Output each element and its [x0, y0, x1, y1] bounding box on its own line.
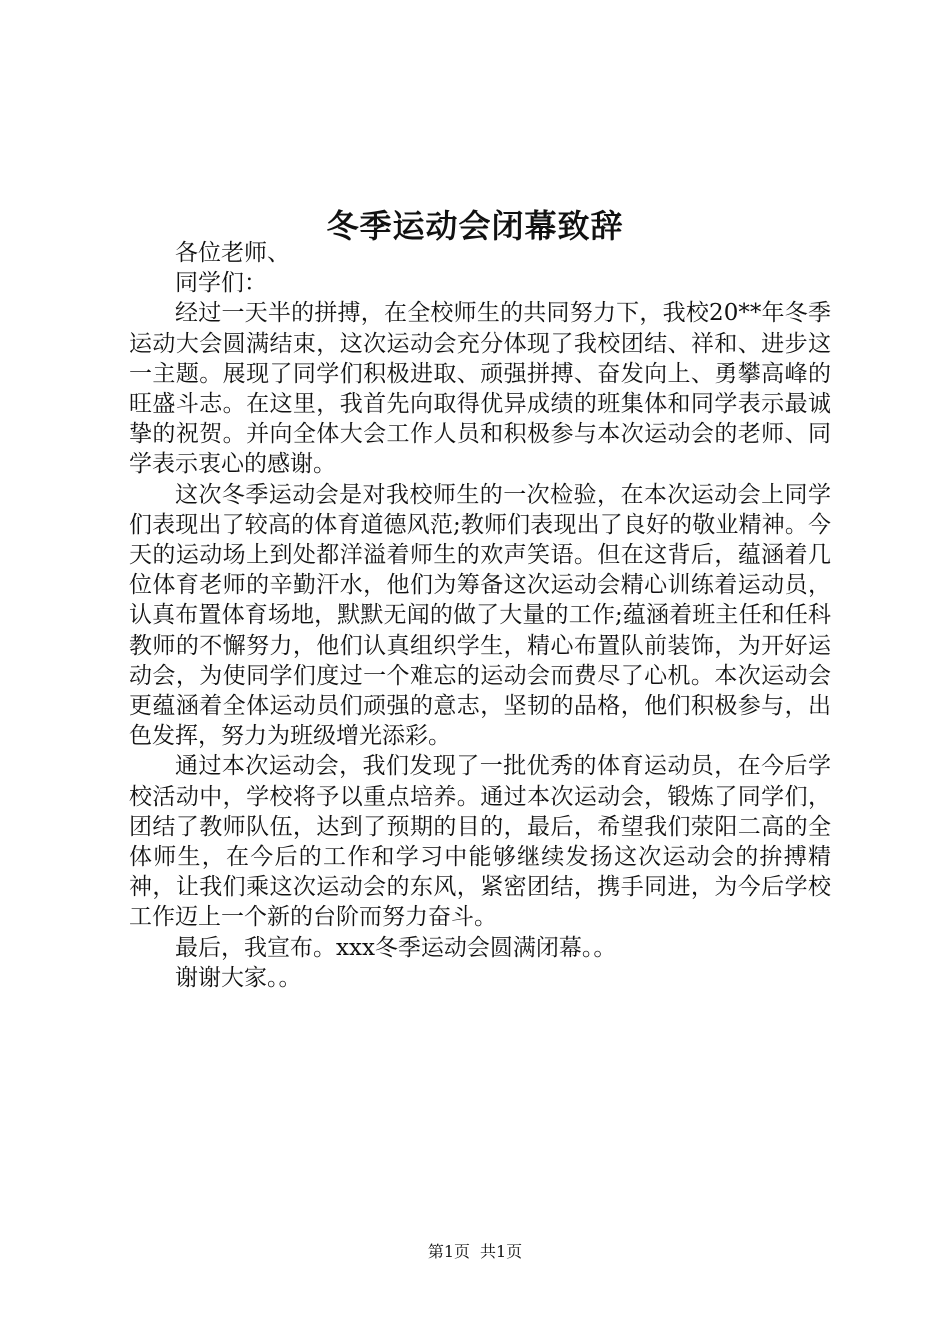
closing-thanks: 谢谢大家。。	[175, 964, 302, 991]
page-footer	[0, 1241, 950, 1263]
salutation-students: 同学们：	[175, 270, 267, 297]
page-number: 第1页	[427, 1242, 470, 1261]
document-body	[129, 238, 831, 993]
body-paragraph: 这次冬季运动会是对我校师生的一次检验，在本次运动会上同学们表现出了较高的体育道德风范;教师们表现出了良好的敬业精神。今天的运动场上到处都洋溢着师生的欢声笑语。但在这背后，蕴涵着几位体育老师的辛勤汗水，他们为筹备这次运动会精心训练着运动员，认真布置体育场地，默默无闻的做了大量的工作;蕴涵着班主任和任科教师的不懈努力，他们认真组织学生，精心布置队前装饰，为开好运动会，为使同学们度过一个难忘的运动会而费尽了心机。本次运动会更蕴涵着全体运动员们顽强的意志，坚韧的品格，他们积极参与，出色发挥，努力为班级增光添彩。	[129, 481, 831, 750]
page-total: 共1页	[480, 1242, 523, 1261]
body-paragraph: 经过一天半的拼搏，在全校师生的共同努力下，我校20**年冬季运动大会圆满结束，这次运动会充分体现了我校团结、祥和、进步这一主题。展现了同学们积极进取、顽强拼搏、奋发向上、勇攀高峰的旺盛斗志。在这里，我首先向取得优异成绩的班集体和同学表示最诚挚的祝贺。并向全体大会工作人员和积极参与本次运动会的老师、同学表示衷心的感谢。	[129, 300, 831, 478]
closing-announcement: 最后，我宣布。xxx冬季运动会圆满闭幕。。	[175, 934, 617, 961]
salutation-teachers: 各位老师、	[175, 240, 290, 266]
document-title: 冬季运动会闭幕致辞	[326, 207, 624, 246]
body-paragraph: 通过本次运动会，我们发现了一批优秀的体育运动员，在今后学校活动中，学校将予以重点培养。通过本次运动会，锻炼了同学们，团结了教师队伍，达到了预期的目的，最后，希望我们荥阳二高的全体师生，在今后的工作和学习中能够继续发扬这次运动会的拚搏精神，让我们乘这次运动会的东风，紧密团结，携手同进，为今后学校工作迈上一个新的台阶而努力奋斗。	[129, 753, 831, 931]
